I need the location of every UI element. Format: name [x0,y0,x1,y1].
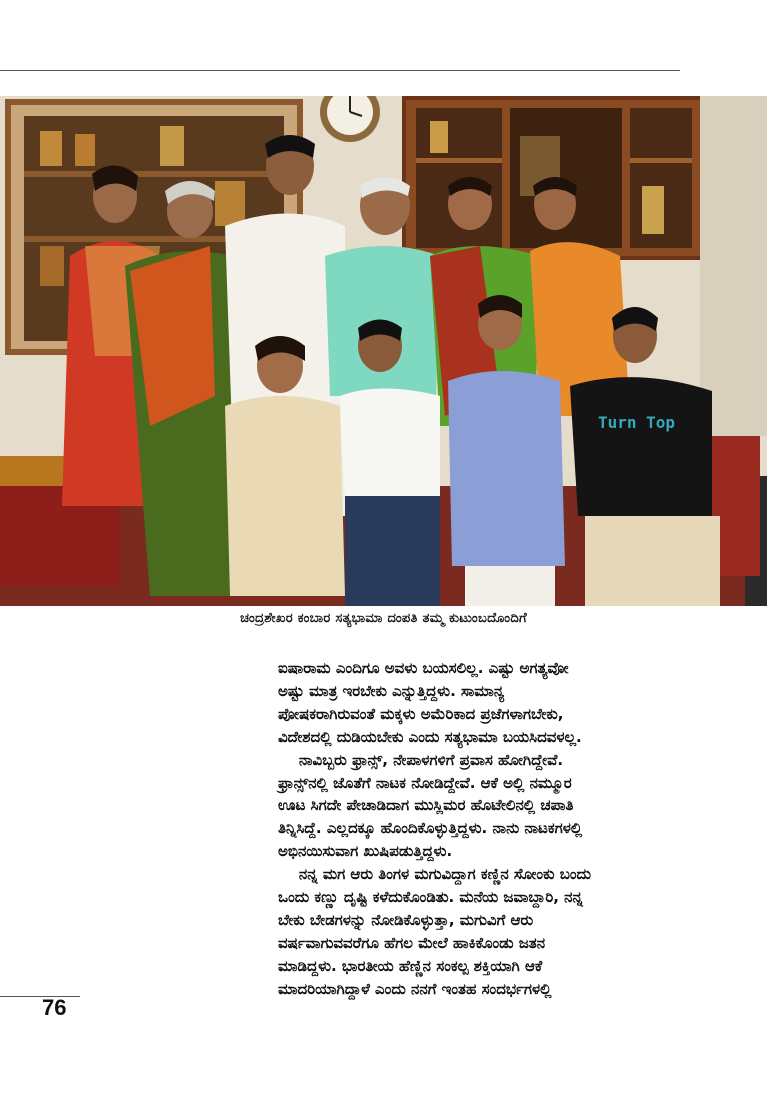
tshirt-print-text: Turn Top [598,413,676,432]
body-line: ಬೇಕು ಬೇಡಗಳನ್ನು ನೋಡಿಕೊಳ್ಳುತ್ತಾ, ಮಗುವಿಗೆ ಆರು [278,910,534,929]
body-line: ವರ್ಷವಾಗುವವರೆಗೂ ಹೆಗಲ ಮೇಲೆ ಹಾಕಿಕೊಂಡು ಜತನ [278,933,546,952]
photo-caption: ಚಂದ್ರಶೇಖರ ಕಂಬಾರ ಸತ್ಯಭಾಮಾ ದಂಪತಿ ತಮ್ಮ ಕುಟುಂಬದೊಂದಿಗೆ [240,611,527,626]
body-line: ವಿದೇಶದಲ್ಲಿ ದುಡಿಯಬೇಕು ಎಂದು ಸತ್ಯಭಾಮಾ ಬಯಸಿದವಳಲ್ಲ. [278,727,582,746]
body-line: ನನ್ನ ಮಗ ಆರು ತಿಂಗಳ ಮಗುವಿದ್ದಾಗ ಕಣ್ಣಿನ ಸೋಂಕು ಬಂದು [278,865,591,884]
footer-rule [0,996,80,997]
header-rule [0,70,680,71]
body-line: ತಿನ್ನಿಸಿದ್ದೆ. ಎಲ್ಲದಕ್ಕೂ ಹೊಂದಿಕೊಳ್ಳುತ್ತಿದ್ದಳು. ನಾನು ನಾಟಕಗಳಲ್ಲಿ [278,819,583,838]
page-number: 76 [42,995,67,1020]
body-line: ಅಷ್ಟು ಮಾತ್ರ ಇರಬೇಕು ಎನ್ನುತ್ತಿದ್ದಳು. ಸಾಮಾನ್ಯ [278,681,505,700]
body-line: ಐಷಾರಾಮ ಎಂದಿಗೂ ಅವಳು ಬಯಸಲಿಲ್ಲ. ಎಷ್ಟು ಅಗತ್ಯವೋ [278,659,569,677]
family-photo-illustration [0,96,767,606]
body-line: ಮಾಡಿದ್ದಳು. ಭಾರತೀಯ ಹೆಣ್ಣಿನ ಸಂಕಲ್ಪ ಶಕ್ತಿಯಾಗಿ ಆಕೆ [278,956,543,975]
body-line: ಒಂದು ಕಣ್ಣು ದೃಷ್ಟಿ ಕಳೆದುಕೊಂಡಿತು. ಮನೆಯ ಜವಾಬ್ದಾರಿ, ನನ್ನ [278,888,583,907]
body-line: ಅಭಿನಯಿಸುವಾಗ ಖುಷಿಪಡುತ್ತಿದ್ದಳು. [278,842,453,861]
family-photo [0,96,767,606]
body-line: ಫ್ರಾನ್ಸ್‌ನಲ್ಲಿ ಜೊತೆಗೆ ನಾಟಕ ನೋಡಿದ್ದೇವೆ. ಆಕೆ ಅಲ್ಲಿ ನಮ್ಮೂರ [278,773,572,792]
body-text [278,657,678,1001]
body-line: ಮಾದರಿಯಾಗಿದ್ದಾಳೆ ಎಂದು ನನಗೆ ಇಂತಹ ಸಂದರ್ಭಗಳಲ್ಲಿ [278,979,552,998]
body-line: ಪೋಷಕರಾಗಿರುವಂತೆ ಮಕ್ಕಳು ಅಮೆರಿಕಾದ ಪ್ರಜೆಗಳಾಗಬೇಕು, [278,704,564,723]
body-line: ಊಟ ಸಿಗದೇ ಪೇಚಾಡಿದಾಗ ಮುಸ್ಲಿಮರ ಹೊಟೇಲಿನಲ್ಲಿ ಚಪಾತಿ [278,796,574,815]
body-line: ನಾವಿಬ್ಬರು ಫ್ರಾನ್ಸ್, ನೇಪಾಳಗಳಿಗೆ ಪ್ರವಾಸ ಹೋಗಿದ್ದೇವೆ. [278,750,564,769]
